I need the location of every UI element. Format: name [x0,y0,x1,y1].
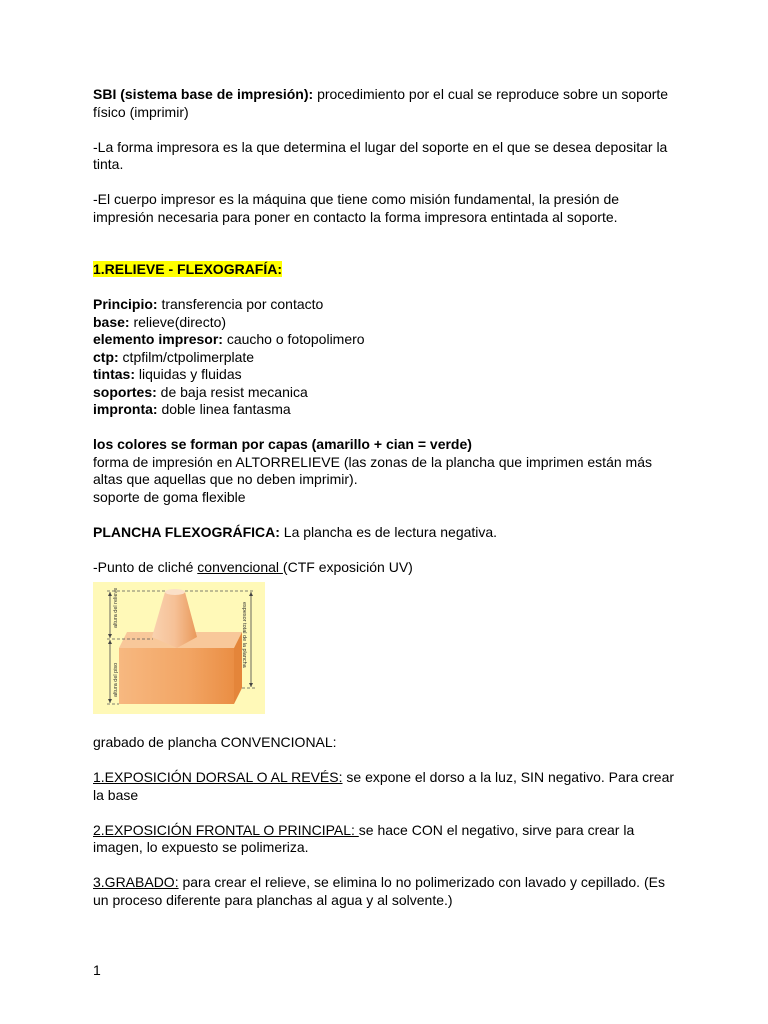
sbi-label: SBI (sistema base de impresión): [93,86,314,102]
section-heading [93,261,683,279]
page-number: 1 [93,962,101,978]
plancha-label: PLANCHA FLEXOGRÁFICA: [93,523,280,540]
label-relief-height: altura del relieve [113,587,119,628]
label-total-thickness: espesor total de la plancha [241,602,247,668]
step-3 [93,874,683,909]
grabado-intro: grabado de plancha CONVENCIONAL: [93,734,337,750]
property-value: transferencia por contacto [157,296,324,312]
colores-bold: los colores se forman por capas (amarillo + cian = verde) [93,436,472,452]
step-1 [93,769,683,804]
step-title: 3.GRABADO: [93,874,179,890]
property-soportes [93,384,683,402]
punto-cliche-paragraph [93,559,683,577]
punto-underlined: convencional [197,558,283,575]
property-elemento-impresor [93,331,683,349]
punto-prefix: -Punto de cliché [93,558,198,575]
property-value: relieve(directo) [129,313,227,330]
property-impronta [93,401,683,419]
property-value: de baja resist mecanica [156,383,308,400]
property-label: impronta: [93,401,158,417]
property-principio [93,296,683,314]
punto-suffix: (CTF exposición UV) [282,558,413,575]
cuerpo-impresor-paragraph: -El cuerpo impresor es la máquina que tiene como misión fundamental, la presión de impresión necesaria para poner en contacto la forma impresora entintada al soporte. [93,191,620,225]
section-heading-highlight: 1.RELIEVE - FLEXOGRAFÍA: [93,261,283,277]
step-2 [93,822,683,857]
block-front-face [119,648,234,704]
step-title: 1.EXPOSICIÓN DORSAL O AL REVÉS: [93,769,343,785]
property-value: caucho o fotopolimero [222,331,365,347]
property-value: ctpfilm/ctpolimerplate [118,348,255,365]
property-label: Principio: [93,296,158,312]
step-title: 2.EXPOSICIÓN FRONTAL O PRINCIPAL: [93,821,359,838]
property-label: base: [93,313,130,330]
step-text: se expone el dorso a la luz, SIN negativo. Para crear la base [93,769,675,803]
cone-top [165,589,185,595]
label-floor-height: altura del piso [113,662,119,697]
property-label: tintas: [93,366,135,382]
forma-impresion-paragraph: forma de impresión en ALTORRELIEVE (las zonas de la plancha que imprimen están más altas que aquellas que no deben imprimir). [93,453,652,487]
soporte-paragraph: soporte de goma flexible [93,488,246,505]
cliche-dot-figure [93,582,265,714]
plancha-paragraph [93,524,683,542]
sbi-text: procedimiento por el cual se reproduce sobre un soporte físico (imprimir) [93,86,669,120]
step-text: se hace CON el negativo, sirve para crear la imagen, lo expuesto se polimeriza. [93,821,635,855]
property-label: soportes: [93,383,157,400]
property-value: liquidas y fluidas [135,366,242,382]
property-label: elemento impresor: [93,331,223,347]
document-page [93,86,683,909]
property-base [93,314,683,332]
property-ctp [93,349,683,367]
plancha-text: La plancha es de lectura negativa. [279,523,498,540]
property-value: doble linea fantasma [157,401,291,417]
sbi-definition [93,86,683,121]
step-text: para crear el relieve, se elimina lo no polimerizado con lavado y cepillado. (Es un proceso diferente para planchas al agua y al solvente.) [93,874,665,908]
cliche-dot-illustration [93,582,265,714]
property-label: ctp: [93,348,119,365]
forma-impresora-paragraph: -La forma impresora es la que determina el lugar del soporte en el que se desea depositar la tinta. [93,138,668,172]
property-tintas [93,366,683,384]
colores-statement [93,436,683,454]
